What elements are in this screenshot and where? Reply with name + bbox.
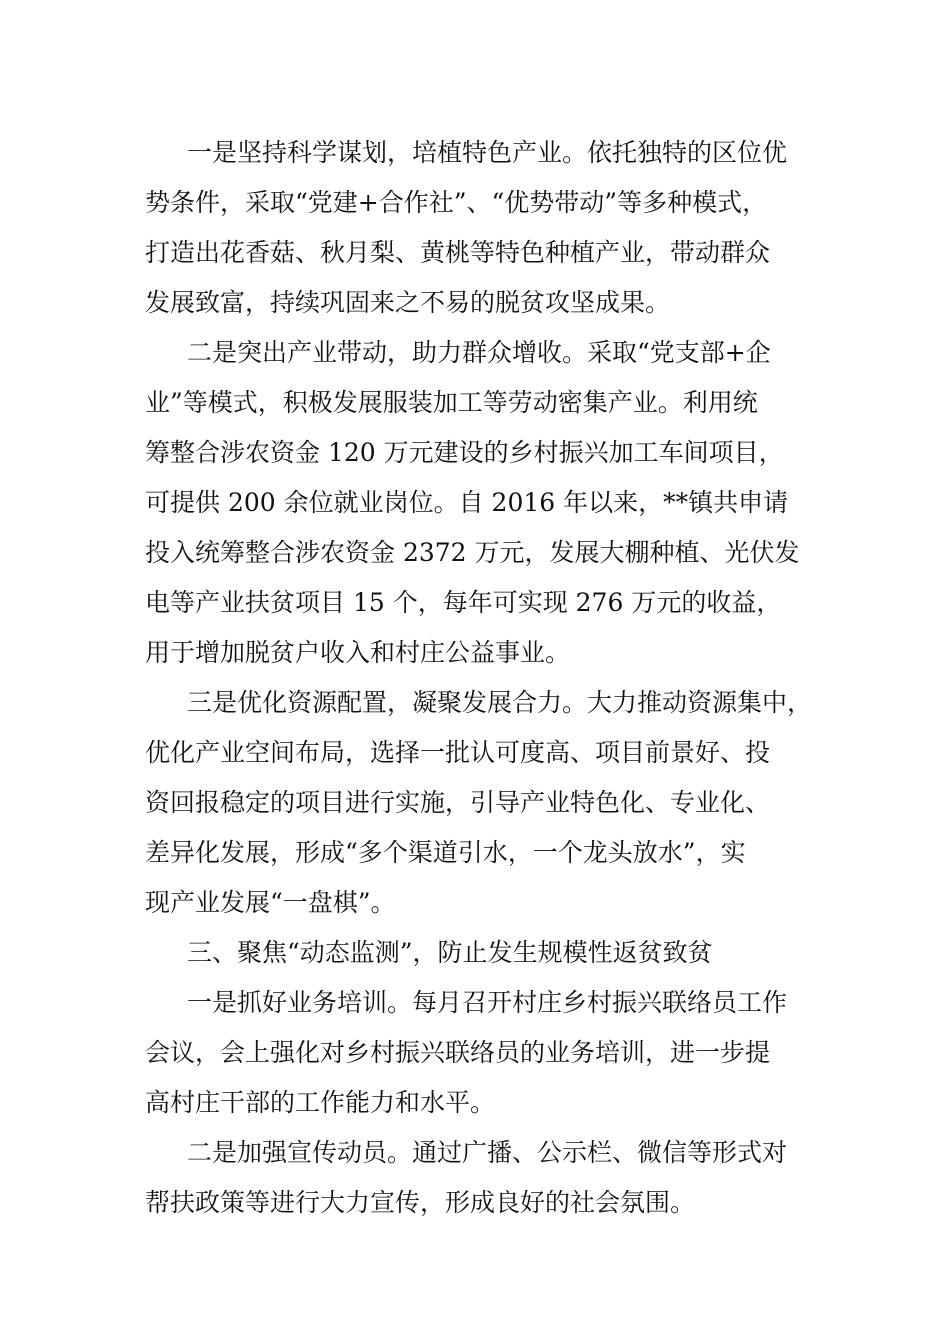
text-line: 用于增加脱贫户收入和村庄公益事业。 <box>145 638 571 667</box>
paragraph-5 <box>145 1128 810 1228</box>
text-line: 一是抓好业务培训。每月召开村庄乡村振兴联络员工作 <box>187 988 788 1017</box>
document-body <box>145 128 813 1228</box>
text-line: 电等产业扶贫项目 15 个，每年可实现 276 万元的收益， <box>145 588 782 617</box>
text-line: 打造出花香菇、秋月梨、黄桃等特色种植产业，带动群众 <box>145 238 771 267</box>
text-line: 现产业发展“一盘棋”。 <box>145 888 396 917</box>
text-line: 资回报稳定的项目进行实施，引导产业特色化、专业化、 <box>145 788 771 817</box>
text-line: 投入统筹整合涉农资金 2372 万元，发展大棚种植、光伏发 <box>145 538 800 567</box>
text-line: 优化产业空间布局，选择一批认可度高、项目前景好、投 <box>145 738 771 767</box>
text-line: 业”等模式，积极发展服装加工等劳动密集产业。利用统 <box>145 388 758 417</box>
text-line: 筹整合涉农资金 120 万元建设的乡村振兴加工车间项目， <box>145 438 784 467</box>
paragraph-4 <box>145 978 810 1128</box>
text-line: 二是突出产业带动，助力群众增收。采取“党支部+企 <box>187 338 771 367</box>
text-line: 可提供 200 余位就业岗位。自 2016 年以来，**镇共申请 <box>145 488 789 517</box>
text-line: 发展致富，持续巩固来之不易的脱贫攻坚成果。 <box>145 288 671 317</box>
text-line: 高村庄干部的工作能力和水平。 <box>145 1088 496 1117</box>
text-line: 二是加强宣传动员。通过广播、公示栏、微信等形式对 <box>187 1138 788 1167</box>
paragraph-2 <box>145 328 810 678</box>
text-line: 差异化发展，形成“多个渠道引水，一个龙头放水”，实 <box>145 838 746 867</box>
section-heading-text: 三、聚焦“动态监测”，防止发生规模性返贫致贫 <box>187 938 713 967</box>
text-line: 三是优化资源配置，凝聚发展合力。大力推动资源集中， <box>187 688 813 717</box>
paragraph-3 <box>145 678 813 928</box>
text-line: 势条件，采取“党建+合作社”、“优势带动”等多种模式， <box>145 188 768 217</box>
section-heading <box>145 928 810 978</box>
text-line: 会议，会上强化对乡村振兴联络员的业务培训，进一步提 <box>145 1038 771 1067</box>
text-line: 一是坚持科学谋划，培植特色产业。依托独特的区位优 <box>187 138 788 167</box>
text-line: 帮扶政策等进行大力宣传，形成良好的社会氛围。 <box>145 1188 696 1217</box>
paragraph-1 <box>145 128 810 328</box>
